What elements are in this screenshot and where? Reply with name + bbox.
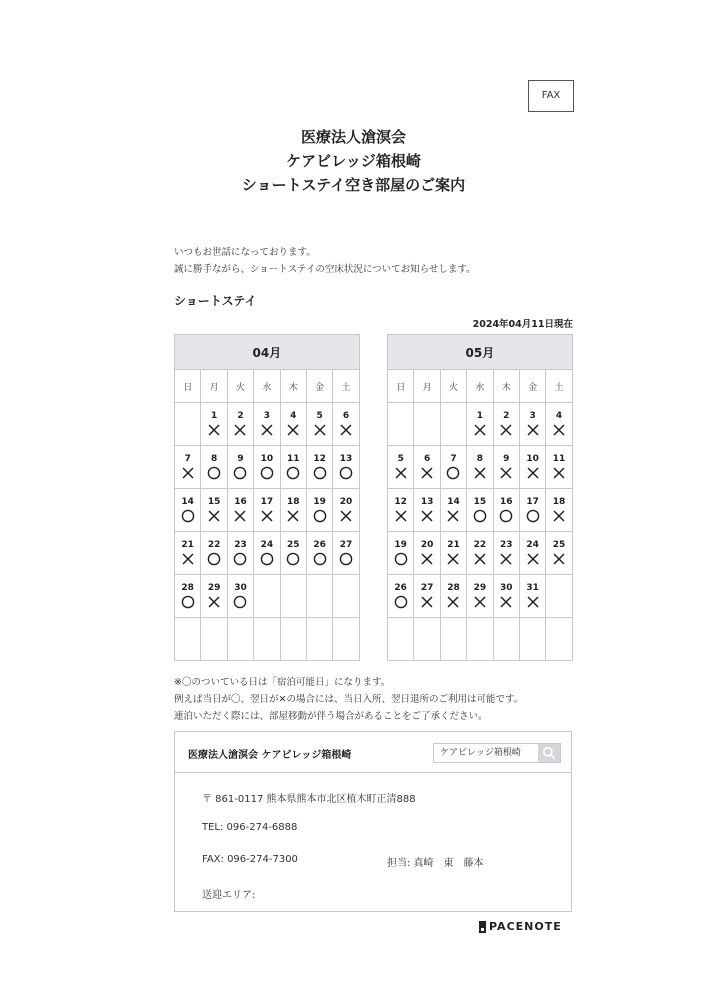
search-icon <box>542 746 556 760</box>
brand-name: PACENOTE <box>489 920 562 933</box>
calendar-day <box>201 446 227 489</box>
calendar-day <box>254 403 280 446</box>
search-input[interactable] <box>434 744 538 762</box>
day-number: 6 <box>423 454 431 464</box>
unavailable-cross-icon <box>207 595 221 609</box>
calendar-day <box>519 575 545 618</box>
calendar-day <box>227 403 253 446</box>
facility-search <box>433 743 561 763</box>
calendar-day <box>546 403 572 446</box>
calendar-day <box>254 446 280 489</box>
unavailable-cross-icon <box>420 595 434 609</box>
weekday-header: 水 <box>254 370 280 403</box>
calendar-day <box>467 532 493 575</box>
note-text: 例えば当日が〇、翌日が <box>174 694 279 705</box>
unavailable-cross-icon <box>552 423 566 437</box>
calendar-day <box>546 446 572 489</box>
available-circle-icon <box>260 466 274 480</box>
calendar-day <box>175 532 201 575</box>
empty-day-cell <box>414 618 440 661</box>
day-number: 5 <box>316 411 323 421</box>
calendar-day <box>440 575 466 618</box>
calendar-week <box>175 618 360 661</box>
empty-day-cell <box>440 618 466 661</box>
empty-day-cell <box>388 618 414 661</box>
available-circle-icon <box>260 552 274 566</box>
day-number: 18 <box>286 497 300 507</box>
calendar-day <box>280 532 306 575</box>
calendar-day <box>493 403 519 446</box>
calendar-day <box>333 403 359 446</box>
unavailable-cross-icon <box>446 509 460 523</box>
day-number: 8 <box>210 454 218 464</box>
empty-day-cell <box>254 575 280 618</box>
day-number: 14 <box>447 497 460 507</box>
calendar-day <box>280 403 306 446</box>
day-number: 12 <box>313 454 326 464</box>
empty-day-cell <box>546 575 572 618</box>
month-header: 05月 <box>388 335 573 370</box>
calendar-day <box>306 489 332 532</box>
calendar-day <box>388 575 414 618</box>
day-number: 1 <box>210 411 218 421</box>
calendar-week <box>388 446 573 489</box>
day-number: 24 <box>526 540 539 550</box>
day-number: 21 <box>447 540 460 550</box>
day-number: 25 <box>552 540 566 550</box>
calendar-day <box>440 489 466 532</box>
calendar-week <box>175 403 360 446</box>
unavailable-cross-icon <box>473 595 487 609</box>
empty-day-cell <box>175 618 201 661</box>
calendar-day <box>227 575 253 618</box>
available-circle-icon <box>526 509 540 523</box>
calendar-week <box>175 575 360 618</box>
available-circle-icon <box>313 466 327 480</box>
unavailable-cross-icon <box>181 466 195 480</box>
pacenote-logo-icon <box>479 921 486 933</box>
unavailable-cross-icon <box>260 423 274 437</box>
unavailable-cross-icon <box>499 595 513 609</box>
section-title: ショートステイ <box>174 294 257 308</box>
unavailable-cross-icon <box>420 552 434 566</box>
available-circle-icon <box>233 595 247 609</box>
calendar-day <box>519 489 545 532</box>
day-number: 29 <box>207 583 221 593</box>
calendar-week <box>175 489 360 532</box>
day-number: 23 <box>499 540 513 550</box>
cross-mark-icon: ✕ <box>278 694 287 705</box>
day-number: 4 <box>555 411 563 421</box>
calendar-day <box>519 403 545 446</box>
org-name-title: 医療法人滄溟会 <box>300 128 406 146</box>
unavailable-cross-icon <box>526 595 540 609</box>
available-circle-icon <box>313 552 327 566</box>
note-line: 連泊いただく際には、部屋移動が伴う場合があることをご了承ください。 <box>174 711 488 722</box>
available-circle-icon <box>207 552 221 566</box>
available-circle-icon <box>339 552 353 566</box>
weekday-header: 水 <box>467 370 493 403</box>
empty-day-cell <box>201 618 227 661</box>
info-header <box>175 732 571 773</box>
day-number: 9 <box>237 454 244 464</box>
available-circle-icon <box>181 595 195 609</box>
unavailable-cross-icon <box>181 552 195 566</box>
empty-day-cell <box>467 618 493 661</box>
unavailable-cross-icon <box>233 423 247 437</box>
day-number: 15 <box>473 497 487 507</box>
day-number: 13 <box>420 497 434 507</box>
day-number: 7 <box>184 454 191 464</box>
facility-info-box <box>174 731 572 912</box>
day-number: 15 <box>207 497 221 507</box>
unavailable-cross-icon <box>207 509 221 523</box>
day-number: 30 <box>499 583 513 593</box>
available-circle-icon <box>473 509 487 523</box>
unavailable-cross-icon <box>394 466 408 480</box>
available-circle-icon <box>233 552 247 566</box>
unavailable-cross-icon <box>473 466 487 480</box>
calendar-day <box>493 575 519 618</box>
empty-day-cell <box>440 403 466 446</box>
facility-name: 医療法人滄溟会 ケアビレッジ箱根崎 <box>188 750 352 761</box>
calendar-day <box>201 532 227 575</box>
unavailable-cross-icon <box>552 466 566 480</box>
page-title: ショートステイ空き部屋のご案内 <box>241 176 466 194</box>
empty-day-cell <box>306 618 332 661</box>
day-number: 8 <box>476 454 483 464</box>
unavailable-cross-icon <box>420 509 434 523</box>
month-header: 04月 <box>175 335 360 370</box>
unavailable-cross-icon <box>499 423 513 437</box>
staff-in-charge: 担当: 真崎 東 藤本 <box>387 858 484 869</box>
calendar-day <box>201 403 227 446</box>
available-circle-icon <box>499 509 513 523</box>
address: 〒 861-0117 熊本県熊本市北区植木町正清888 <box>202 794 416 805</box>
empty-day-cell <box>333 575 359 618</box>
day-number: 16 <box>234 497 247 507</box>
day-number: 18 <box>552 497 566 507</box>
calendar-week <box>388 618 573 661</box>
calendar-may <box>387 334 573 661</box>
day-number: 1 <box>476 411 483 421</box>
day-number: 6 <box>342 411 350 421</box>
calendar-day <box>280 446 306 489</box>
weekday-header: 火 <box>440 370 466 403</box>
day-number: 3 <box>529 411 536 421</box>
calendar-day <box>254 532 280 575</box>
day-number: 5 <box>397 454 404 464</box>
calendar-day <box>440 532 466 575</box>
day-number: 22 <box>473 540 487 550</box>
empty-day-cell <box>388 403 414 446</box>
empty-day-cell <box>227 618 253 661</box>
weekday-header: 日 <box>175 370 201 403</box>
calendar-day <box>414 575 440 618</box>
calendar-day <box>227 446 253 489</box>
intro-line: いつもお世話になっております。 <box>174 247 316 258</box>
unavailable-cross-icon <box>446 552 460 566</box>
empty-day-cell <box>414 403 440 446</box>
available-circle-icon <box>233 466 247 480</box>
empty-day-cell <box>519 618 545 661</box>
pickup-area: 送迎エリア: <box>202 890 256 901</box>
unavailable-cross-icon <box>526 423 540 437</box>
fax-label: FAX <box>528 80 574 112</box>
calendar-day <box>519 446 545 489</box>
facility-name-title: ケアビレッジ箱根崎 <box>286 152 421 170</box>
available-circle-icon <box>394 595 408 609</box>
day-number: 17 <box>526 497 539 507</box>
day-number: 20 <box>339 497 353 507</box>
calendar-day <box>388 446 414 489</box>
empty-day-cell <box>280 575 306 618</box>
day-number: 16 <box>499 497 513 507</box>
day-number: 25 <box>286 540 300 550</box>
day-number: 7 <box>450 454 457 464</box>
weekday-header: 木 <box>493 370 519 403</box>
calendar-day <box>333 446 359 489</box>
note-line: ※〇のついている日は「宿泊可能日」になります。 <box>174 677 391 688</box>
day-number: 3 <box>263 411 270 421</box>
available-circle-icon <box>339 466 353 480</box>
as-of-date: 2024年04月11日現在 <box>472 319 573 330</box>
empty-day-cell <box>546 618 572 661</box>
day-number: 10 <box>526 454 539 464</box>
available-circle-icon <box>446 466 460 480</box>
weekday-header: 日 <box>388 370 414 403</box>
weekday-header: 土 <box>546 370 572 403</box>
calendar-week <box>388 489 573 532</box>
search-button[interactable] <box>538 744 560 762</box>
day-number: 10 <box>260 454 274 464</box>
calendar-week <box>175 446 360 489</box>
calendar-day <box>227 532 253 575</box>
day-number: 20 <box>420 540 434 550</box>
unavailable-cross-icon <box>473 552 487 566</box>
empty-day-cell <box>333 618 359 661</box>
tel-number: TEL: 096-274-6888 <box>202 822 298 833</box>
calendar-day <box>175 446 201 489</box>
day-number: 4 <box>290 411 297 421</box>
weekday-header: 月 <box>201 370 227 403</box>
weekday-header: 金 <box>519 370 545 403</box>
calendar-day <box>546 489 572 532</box>
available-circle-icon <box>394 552 408 566</box>
calendar-day <box>414 532 440 575</box>
available-circle-icon <box>313 509 327 523</box>
unavailable-cross-icon <box>552 552 566 566</box>
unavailable-cross-icon <box>286 423 300 437</box>
available-circle-icon <box>286 466 300 480</box>
calendar-day <box>333 489 359 532</box>
unavailable-cross-icon <box>526 552 540 566</box>
day-number: 30 <box>234 583 247 593</box>
empty-day-cell <box>254 618 280 661</box>
calendar-day <box>493 532 519 575</box>
unavailable-cross-icon <box>286 509 300 523</box>
calendar-day <box>306 446 332 489</box>
unavailable-cross-icon <box>526 466 540 480</box>
day-number: 28 <box>447 583 460 593</box>
calendar-day <box>254 489 280 532</box>
day-number: 27 <box>339 540 353 550</box>
unavailable-cross-icon <box>499 552 513 566</box>
weekday-header: 木 <box>280 370 306 403</box>
unavailable-cross-icon <box>499 466 513 480</box>
day-number: 23 <box>234 540 247 550</box>
day-number: 12 <box>394 497 407 507</box>
day-number: 9 <box>503 454 510 464</box>
calendar-day <box>493 489 519 532</box>
calendar-day <box>467 403 493 446</box>
available-circle-icon <box>286 552 300 566</box>
fax-number: FAX: 096-274-7300 <box>202 854 298 865</box>
weekday-header: 月 <box>414 370 440 403</box>
unavailable-cross-icon <box>207 423 221 437</box>
empty-day-cell <box>175 403 201 446</box>
day-number: 2 <box>237 411 244 421</box>
available-circle-icon <box>207 466 221 480</box>
calendar-day <box>201 489 227 532</box>
unavailable-cross-icon <box>313 423 327 437</box>
day-number: 31 <box>526 583 539 593</box>
day-number: 22 <box>207 540 221 550</box>
intro-line: 誠に勝手ながら、ショートステイの空床状況についてお知らせします。 <box>174 264 476 275</box>
unavailable-cross-icon <box>552 509 566 523</box>
empty-day-cell <box>493 618 519 661</box>
calendar-day <box>201 575 227 618</box>
calendar-week <box>388 575 573 618</box>
day-number: 11 <box>286 454 300 464</box>
calendar-day <box>546 532 572 575</box>
calendar-day <box>175 489 201 532</box>
unavailable-cross-icon <box>394 509 408 523</box>
calendar-april <box>174 334 360 661</box>
calendar-day <box>467 446 493 489</box>
weekday-header: 火 <box>227 370 253 403</box>
calendar-day <box>388 532 414 575</box>
calendar-day <box>306 532 332 575</box>
day-number: 11 <box>552 454 566 464</box>
weekday-header: 金 <box>306 370 332 403</box>
calendar-week <box>388 532 573 575</box>
availability-notes <box>174 674 523 725</box>
available-circle-icon <box>181 509 195 523</box>
day-number: 27 <box>420 583 434 593</box>
day-number: 19 <box>394 540 407 550</box>
calendar-day <box>519 532 545 575</box>
calendar-day <box>467 489 493 532</box>
day-number: 26 <box>313 540 326 550</box>
intro-text <box>174 244 476 278</box>
unavailable-cross-icon <box>339 509 353 523</box>
unavailable-cross-icon <box>446 595 460 609</box>
calendar-day <box>333 532 359 575</box>
note-text: の場合には、当日入所、翌日退所のご利用は可能です。 <box>286 694 524 705</box>
unavailable-cross-icon <box>339 423 353 437</box>
unavailable-cross-icon <box>260 509 274 523</box>
calendar-day <box>280 489 306 532</box>
calendar-day <box>227 489 253 532</box>
unavailable-cross-icon <box>420 466 434 480</box>
calendar-day <box>467 575 493 618</box>
note-line <box>174 691 523 708</box>
day-number: 13 <box>339 454 353 464</box>
calendar-day <box>388 489 414 532</box>
unavailable-cross-icon <box>473 423 487 437</box>
day-number: 14 <box>181 497 194 507</box>
day-number: 19 <box>313 497 326 507</box>
calendar-week <box>388 403 573 446</box>
calendar-day <box>175 575 201 618</box>
day-number: 24 <box>260 540 274 550</box>
day-number: 2 <box>503 411 510 421</box>
calendar-day <box>306 403 332 446</box>
day-number: 28 <box>181 583 194 593</box>
calendar-week <box>175 532 360 575</box>
day-number: 29 <box>473 583 487 593</box>
empty-day-cell <box>306 575 332 618</box>
day-number: 21 <box>181 540 194 550</box>
weekday-header: 土 <box>333 370 359 403</box>
calendar-day <box>493 446 519 489</box>
calendar-day <box>440 446 466 489</box>
calendar-day <box>414 489 440 532</box>
day-number: 17 <box>260 497 274 507</box>
day-number: 26 <box>394 583 407 593</box>
unavailable-cross-icon <box>233 509 247 523</box>
empty-day-cell <box>280 618 306 661</box>
calendar-day <box>414 446 440 489</box>
